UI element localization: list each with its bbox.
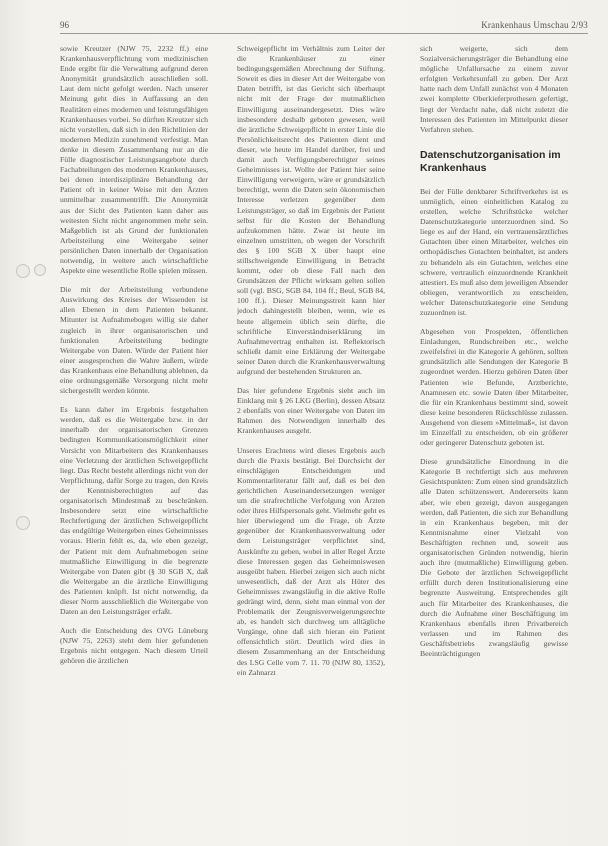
paragraph: Unseres Erachtens wird dieses Ergebnis auch durch die Praxis bestätigt. Bei Durchsicht der einschlägigen Entscheidungen und Kommentarliteratur fällt auf, daß es bei den gerichtlichen Auseinandersetzungen weniger um die strafrechtliche Verfolgung von Ärzten oder ihres Hilfspersonals geht. Vielmehr geht es hier überwiegend um die Frage, ob Ärzte gegenüber der Krankenhausverwaltung oder dem Leistungsträger verpflichtet sind, Auskünfte zu geben, wobei in aller Regel Ärzte diese Interessen gegen das Geheimniswesen ausgeübt haben. Hierbei zeigen sich auch nicht unwesentlich, daß der Arzt als Hüter des Geheimnisses zwangsläufig in die aktive Rolle gedrängt wird, denn, sieht man einmal von der Problematik der Zeugnisverweigerungsrechte ab, es handelt sich durchweg um alltägliche Vorgänge, ohne daß sich hieran ein Patient offensichtlich stört. Deutlich wird dies in diesem Zusammenhang an der Entscheidung des LSG Celle vom 7. 11. 70 (NJW 80, 1352), ein Zahnarzt: [237, 445, 385, 677]
text-column-2: [237, 44, 385, 836]
punch-hole: [16, 264, 30, 278]
paragraph: sich weigerte, sich dem Sozialversicherungsträger die Behandlung eine mögliche Unfallursache zu einem zuvor erfolgten Verkehrsunfall zu geben. Der Arzt hatte nach dem Unfall zunächst von 4 Monaten zwei komplette Oberkieferprothesen gefertigt, liegt der Verdacht nahe, daß nicht zuletzt die Interessen des Patienten im Mittelpunkt dieser Verfahren stehen.: [420, 44, 568, 134]
page-header: [60, 20, 588, 34]
section-heading: Datenschutzorganisation im Krankenhaus: [420, 148, 561, 174]
page-number: 96: [60, 20, 69, 30]
text-column-3: [420, 44, 568, 836]
text-column-1: [60, 44, 208, 836]
paragraph: Diese grundsätzliche Einordnung in die Kategorie B rechtfertigt sich aus mehreren Gesichtspunkten: Zum einen sind grundsätzlich alle Daten schützenswert. Andererseits kann aber, wie eben gezeigt, davon ausgegangen werden, daß Patienten, die sich zur Behandlung in ein Krankenhaus begeben, mit der Kenntnisnahme einer Vielzahl von Beschäftigten rechnen und, soweit aus organisatorischen Gründen notwendig, hierin auch ihre (mutmaßliche) Einwilligung geben. Die Gebote der ärztlichen Schweigepflicht erfüllt durch deren Institutionalisierung eine begrenzte Ausweitung. Entsprechendes gilt auch für Mitarbeiter des Krankenhauses, die durch die Aufnahme einer Beschäftigung im Krankenhaus ebenfalls ihren Privatbereich verlassen und im Rahmen des Geschäftsbetriebs zwangsläufig gewisse Beeinträchtigungen: [420, 457, 568, 658]
paragraph: Bei der Fülle denkbarer Schriftverkehrs ist es unmöglich, einen einheitlichen Katalog zu erstellen, welche Schriftstücke welcher Datenschutzkategorie unterzuordnen sind. So liege es auf der Hand, ein vertrauensärztliches Gutachten über einen Mitarbeiter, welches ein orthopädisches Gutachten beinhaltet, ist anders zu behandeln als ein Gutachten, welches eine schwere, vertraulich einzuordnende Krankheit attestiert. Es muß also dem jeweiligen Absender obliegen, verantwortlich zu entscheiden, welcher Datenschutzkategorie eine Sendung zuzuordnen ist.: [420, 186, 568, 317]
paragraph: Abgesehen von Prospekten, öffentlichen Einladungen, Rundschreiben etc., welche zweifelsfrei in die Kategorie A gehören, sollten grundsätzlich alle Sendungen der Kategorie B zugeordnet werden. Hierzu gehören Daten über Patienten wie Befunde, Arztberichte, Anamnesen etc. sowie Daten über Mitarbeiter, die für ein Krankenhaus bestimmt sind, soweit diese keine besonderen Rückschlüsse zulassen. Ausgehend von diesem »Mittelmaß«, ist davon im Einzelfall zu entscheiden, ob ein größerer oder geringerer Datenschutz geboten ist.: [420, 327, 568, 448]
paragraph: Die mit der Arbeitsteilung verbundene Auswirkung des Kreises der Wissenden ist allen Ebenen in dem Patienten bekannt. Mitunter ist Aufnahmebogen willig sie daher zugleich in ihrer organisatorischen und funktionalen Arbeitsteilung bedingte Weitergabe von Daten. Würde der Patient hier einer ausgesprochen die Wahre äußern, würde das Krankenhaus eine Behandlung ablehnen, da eine ordnungsgemäße Versorgung nicht mehr sichergestellt werden könnte.: [60, 285, 208, 396]
header-rule: [60, 33, 588, 34]
paragraph: Es kann daher im Ergebnis festgehalten werden, daß es die Weitergabe bzw. in der innerhalb der organisatorischen Grenzen bedingten Kommunikationsmöglichkeit einer Vorsicht von Mitarbeitern des Krankenhauses eine Verletzung der ärztlichen Schweigepflicht liegt. Das Recht besteht allerdings nicht von der Verpflichtung, dafür Sorge zu tragen, den Kreis der Kenntnisberechtigten auf das organisatorisch Mindestmaß zu beschränken. Insbesondere setzt eine wirtschaftliche Rechtfertigung der ärztlichen Schweigepflicht das endgültige Weitergeben eines Geheimnisses voraus. Hierin fehlt es, da, wie eben gezeigt, der Patient mit dem Aufnahmebogen seine mutmaßliche Einwilligung in die begrenzte Weitergabe von Daten gibt (§ 30 SGB X, daß die Weitergabe an die ärztliche Einwilligung des Patienten knüpft. Ist nicht notwendig, da dieser Norm ausschließlich die Weitergabe von Daten an den Leistungsträger erfaßt.: [60, 405, 208, 617]
paragraph: sowie Kreutzer (NJW 75, 2232 ff.) eine Krankenhausverpflichtung vom medizinischen Ende ergibt für die Verwaltung aufgrund deren Anonymität grundsätzlich ausschließen soll. Laut dem nicht gefolgt werden. Nach unserer Meinung geht dies in Auffassung an den Realitäten eines modernen und leistungsfähigen Krankenhauses vorbei. So dürften Kreutzer sich nicht vorstellen, daß sich in den Richtlinien der modernen Medizin zunehmend verfestigt. Man denke in diesem Zusammenhang nur an die Fülle diagnostischer Leistungsangebote durch Fachabteilungen des modernen Krankenhauses, bei denen interdisziplinäre Behandlung der Patient oft in keiner Weise mit den Ärzten unmittelbar zusammentrifft. Die Anonymität aus der Sicht des Patienten kann daher aus weitesten Sicht nicht angenommen mehr sein. Maßgeblich ist als Grund der funktionalen Arbeitsteilung eine Weitergabe seiner persönlichen Daten innerhalb der Organisation notwendig, in weitere auch wirtschaftliche Aspekte eine wesentliche Rolle spielen müssen.: [60, 44, 208, 276]
paragraph: Auch die Entscheidung des OVG Lüneburg (NJW 75, 2263) steht dem hier gefundenen Ergebnis nicht entgegen. Nach diesem Urteil gehören die ärztlichen: [60, 626, 208, 666]
paragraph: Das hier gefundene Ergebnis sieht auch im Einklang mit § 26 LKG (Berlin), dessen Absatz 2 ebenfalls von einer Weitergabe von Daten im Rahmen des Notwendigen innerhalb des Krankenhauses ausgeht.: [237, 386, 385, 436]
punch-hole: [34, 264, 46, 276]
paragraph: Schweigepflicht im Verhältnis zum Leiter der die Krankenhäuser zu einer bedingungsgemäßen Abrechnung der Stiftung. Soweit es dies in dieser Art der Weitergabe von Daten betrifft, ist das Gericht sich überhaupt nicht mit der Frage der mutmaßlichen Einwilligung auseinandergesetzt. Dies wäre insbesondere deshalb geboten gewesen, weil die ärztliche Schweigepflicht in erster Linie die Persönlichkeitsrecht des Patienten dient und dieser, wie heute im Handel darüber, frei und damit auch Verfügungsberechtigter seines Geheimnisses ist. Wollte der Patient hier seine Einwilligung verweigern, wäre er grundsätzlich berechtigt, wenn die Daten sein ökonomischen Interesse verletzen gegenüber dem Leistungsträger, so daß im Ergebnis der Patient selbst für die Kosten der Behandlung aufzukommen hätte. Zwar ist heute im einzelnen umstritten, ob wegen der Vorschrift des § 100 SGB X über haupt eine stillschweigende Einwilligung in Betracht kommt, oder ob diese Fall nach den Grundsätzen der Pflicht wirksam gelten sollen soll (vgl. BSG, SGB 84, 104 ff.; Beul, SGB 84, 100 ff.). Dieser Meinungsstreit kann hier jedoch dahingestellt bleiben, wenn, wie es heute allgemein üblich sein dürfte, die schriftliche Einverständniserklärung im Aufnahmevertrag enthalten ist. Reflektorisch schließt damit eine Erklärung der Weitergabe seiner Daten durch die Krankenhausverwaltung aufgrund der bestehenden Strukturen an.: [237, 44, 385, 376]
running-title: Krankenhaus Umschau 2/93: [481, 20, 588, 30]
punch-hole: [16, 516, 30, 530]
